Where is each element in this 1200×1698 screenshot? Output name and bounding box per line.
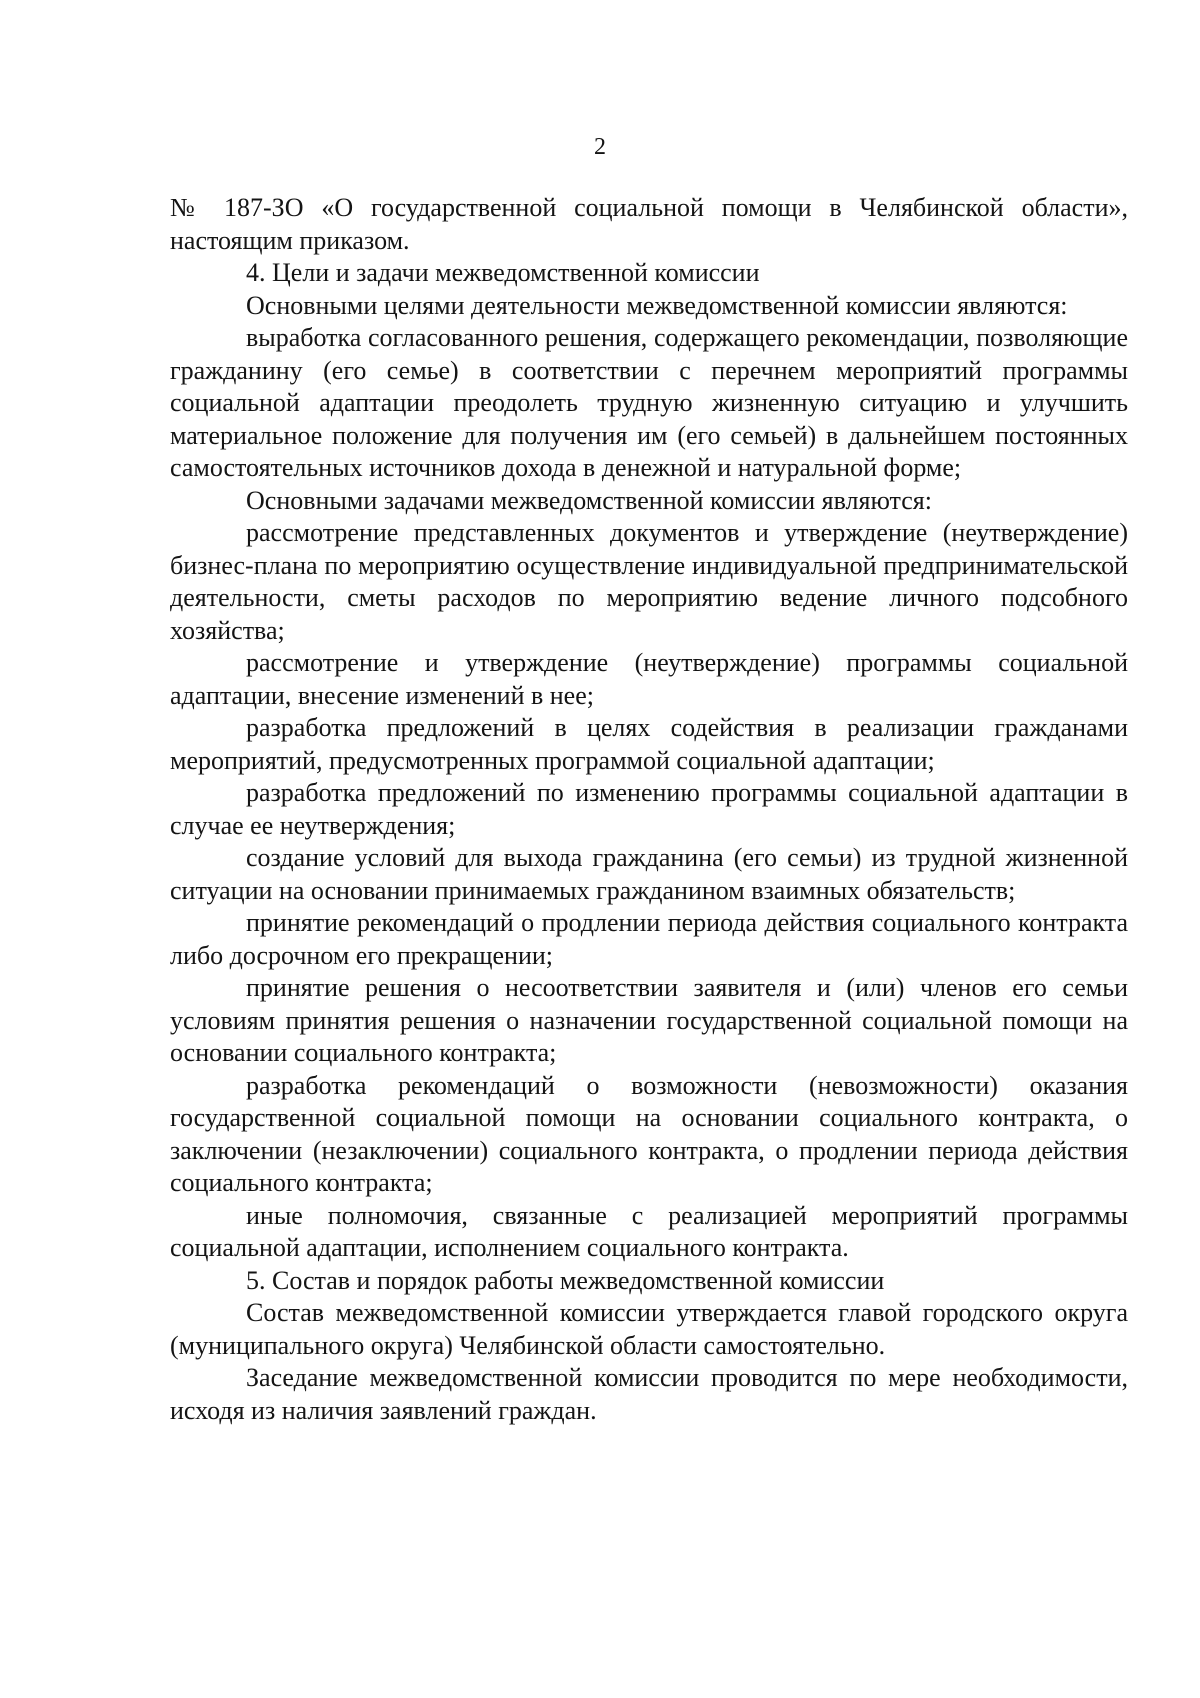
paragraph-task-item: разработка рекомендаций о возможности (невозможности) оказания государственной социальной помощи на основании социального контракта, о заключении (незаключении) социального контракта, о продлении периода действия социального контракта; — [170, 1070, 1128, 1197]
paragraph-commission-composition: Состав межведомственной комиссии утверждается главой городского округа (муниципального округа) Челябинской области самостоятельно. — [170, 1298, 1128, 1360]
paragraph-task-item: принятие рекомендаций о продлении периода действия социального контракта либо досрочном его прекращении; — [170, 908, 1128, 970]
paragraph-task-item: разработка предложений в целях содействия в реализации гражданами мероприятий, предусмотренных программой социальной адаптации; — [170, 713, 1128, 775]
paragraph-commission-meeting: Заседание межведомственной комиссии проводится по мере необходимости, исходя из наличия заявлений граждан. — [170, 1363, 1128, 1425]
paragraph-task-item: рассмотрение и утверждение (неутверждение) программы социальной адаптации, внесение изменений в нее; — [170, 648, 1128, 710]
paragraph-task-item: принятие решения о несоответствии заявителя и (или) членов его семьи условиям принятия решения о назначении государственной социальной помощи на основании социального контракта; — [170, 973, 1128, 1067]
paragraph-goal-item: выработка согласованного решения, содержащего рекомендации, позволяющие гражданину (его семье) в соответствии с перечнем мероприятий программы социальной адаптации преодолеть трудную жизненную ситуацию и улучшить материальное положение для получения им (его семьей) в дальнейшем постоянных самостоятельных источников дохода в денежной и натуральной форме; — [170, 323, 1128, 482]
paragraph-task-item: разработка предложений по изменению программы социальной адаптации в случае ее неутверждения; — [170, 778, 1128, 840]
paragraph-tasks-intro: Основными задачами межведомственной комиссии являются: — [246, 485, 932, 515]
paragraph-task-item: рассмотрение представленных документов и утверждение (неутверждение) бизнес-плана по мероприятию осуществление индивидуальной предпринимательской деятельности, сметы расходов по мероприятию ведение личного подсобного хозяйства; — [170, 518, 1128, 645]
section-heading-5: 5. Состав и порядок работы межведомственной комиссии — [246, 1265, 885, 1295]
paragraph-law-reference: № 187-ЗО «О государственной социальной помощи в Челябинской области», настоящим приказом. — [170, 193, 1128, 255]
document-body — [170, 192, 1128, 1427]
paragraph-task-item: создание условий для выхода гражданина (его семьи) из трудной жизненной ситуации на основании принимаемых гражданином взаимных обязательств; — [170, 843, 1128, 905]
section-heading-4: 4. Цели и задачи межведомственной комиссии — [246, 258, 760, 287]
page-number: 2 — [594, 134, 606, 160]
paragraph-goals-intro: Основными целями деятельности межведомственной комиссии являются: — [246, 290, 1068, 320]
paragraph-task-item: иные полномочия, связанные с реализацией мероприятий программы социальной адаптации, исполнением социального контракта. — [170, 1200, 1128, 1262]
